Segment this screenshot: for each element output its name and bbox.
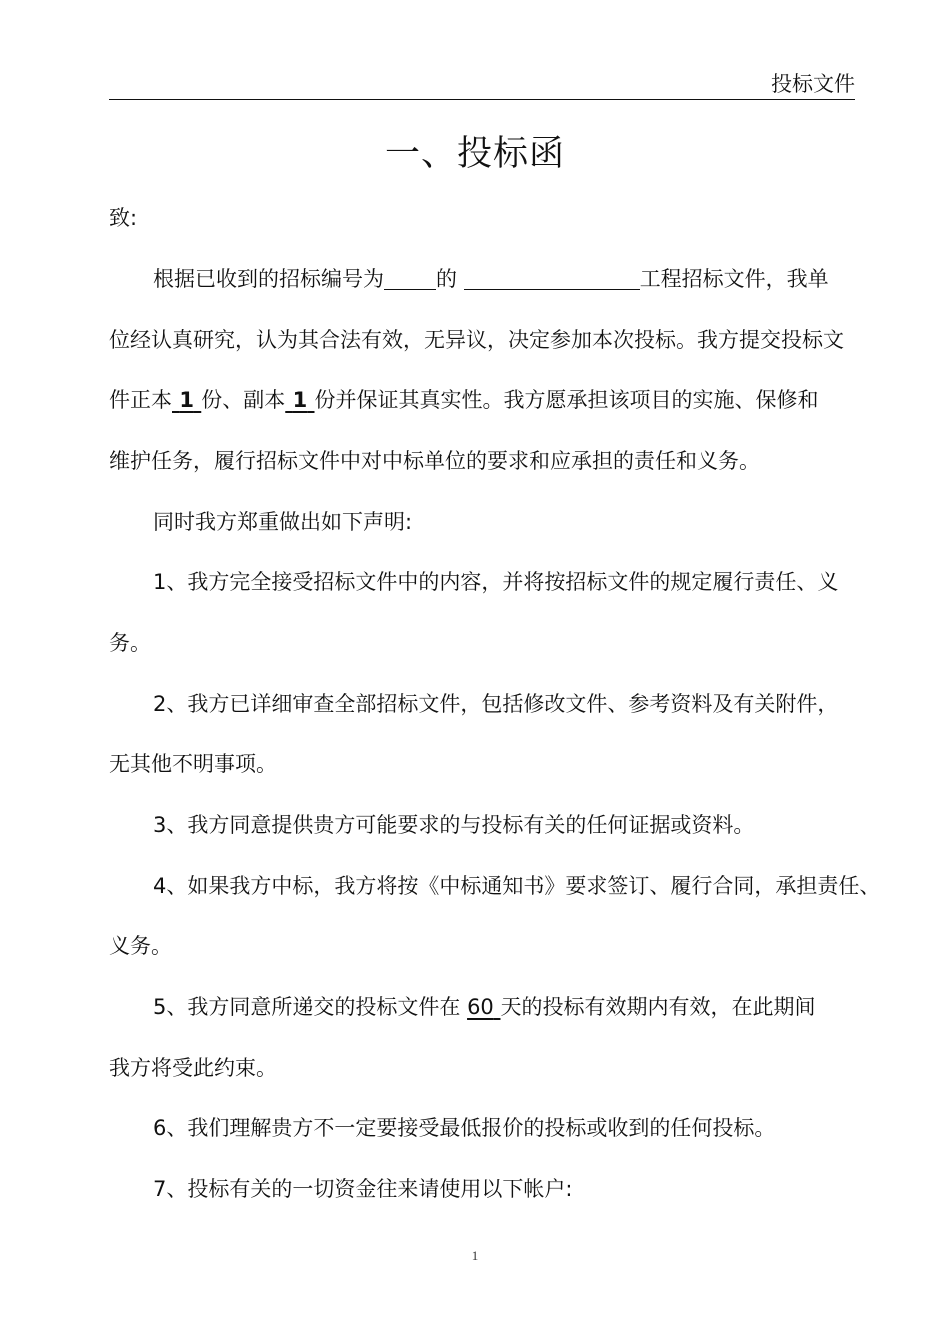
- text-segment: 天的投标有效期内有效，在此期间: [500, 995, 816, 1019]
- tender-number-blank[interactable]: [384, 265, 436, 290]
- item-5-line-2: 我方将受此约束。: [109, 1056, 277, 1080]
- document-title: 一、投标函: [384, 134, 565, 174]
- item-2-line-1: 2、我方已详细审查全部招标文件，包括修改文件、参考资料及有关附件，: [153, 692, 839, 716]
- paragraph-1-line-3: [109, 385, 869, 415]
- item-4-line-1: 4、如果我方中标，我方将按《中标通知书》要求签订、履行合同，承担责任、: [153, 874, 881, 898]
- text-segment: 的: [436, 267, 457, 291]
- item-1-line-2: 务。: [109, 631, 151, 655]
- text-segment: 份并保证其真实性。我方愿承担该项目的实施、保修和: [314, 388, 819, 412]
- item-3: 3、我方同意提供贵方可能要求的与投标有关的任何证据或资料。: [153, 813, 755, 837]
- item-2-line-2: 无其他不明事项。: [109, 752, 277, 776]
- paragraph-1-line-2: 位经认真研究，认为其合法有效，无异议，决定参加本次投标。我方提交投标文: [109, 328, 844, 352]
- paragraph-1-line-4: 维护任务，履行招标文件中对中标单位的要求和应承担的责任和义务。: [109, 449, 760, 473]
- project-name-blank[interactable]: [464, 265, 640, 290]
- declaration-intro: 同时我方郑重做出如下声明:: [153, 510, 413, 534]
- duplicate-copies-count: 1: [292, 388, 308, 412]
- validity-days: 60: [467, 995, 494, 1019]
- text-segment: 件正本: [109, 388, 172, 412]
- item-5-line-1: [109, 992, 913, 1022]
- header-title: 投标文件: [771, 72, 855, 96]
- text-segment: 根据已收到的招标编号为: [153, 267, 384, 291]
- text-segment: 工程招标文件，我单: [639, 267, 829, 291]
- paragraph-1-line-1: [109, 264, 913, 294]
- item-4-line-2: 义务。: [109, 934, 172, 958]
- original-copies-count: 1: [179, 388, 194, 412]
- text-segment: 5、我方同意所递交的投标文件在: [153, 995, 461, 1019]
- header-divider: [109, 99, 855, 100]
- salutation: 致:: [109, 206, 138, 230]
- page-number: 1: [471, 1248, 479, 1263]
- item-1-line-1: 1、我方完全接受招标文件中的内容，并将按招标文件的规定履行责任、义: [153, 570, 839, 594]
- item-6: 6、我们理解贵方不一定要接受最低报价的投标或收到的任何投标。: [153, 1116, 776, 1140]
- text-segment: 份、副本: [201, 388, 286, 412]
- item-7: 7、投标有关的一切资金往来请使用以下帐户:: [153, 1177, 573, 1201]
